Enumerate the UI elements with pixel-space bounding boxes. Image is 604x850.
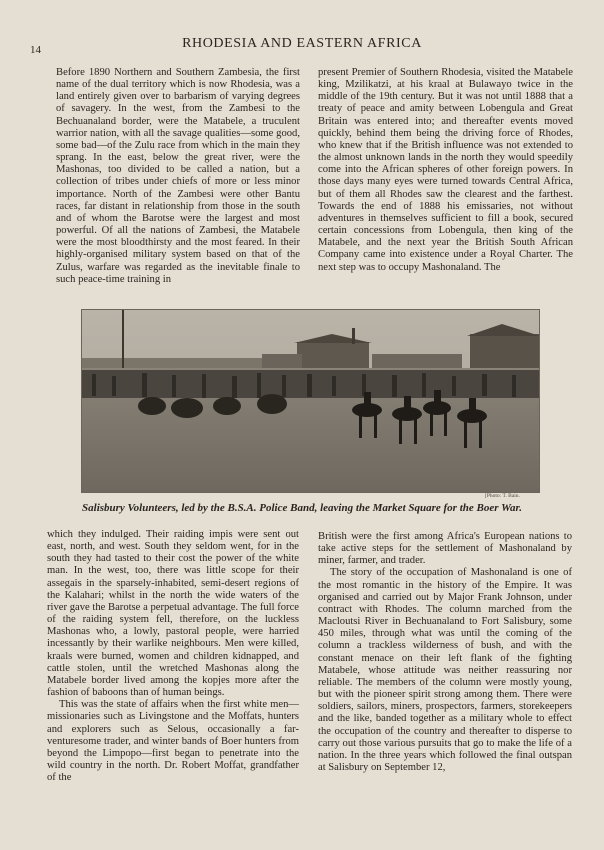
- paragraph: which they indulged. Their raiding impis were sent out east, north, and west. South they seldom went, for in the south they had tasted to their cost the power of the white man. In the west, too, there was little scope for their assegais in the sparsely-inhabited, semi-desert regions of the Kalahari; whilst in the north the wide waters of the river gave the Barotse a perpetual advantage. The full force of the raiding system fell, therefore, on the luckless Mashonas who, a lowly, pastoral people, were harried incessantly by their warlike neighbours. Men were killed, kraals were burned, women and children kidnapped, and cattle stolen, until the wretched Mashonas along the Matabele border lived among the kopjes more after the fashion of baboons than of human beings.: [47, 529, 299, 699]
- photo-credit: [Photo: T. Bain.: [485, 493, 520, 499]
- column-left-top: [56, 67, 300, 286]
- column-left-bottom: [47, 529, 299, 784]
- paragraph: present Premier of Southern Rhodesia, visited the Matabele king, Mzilikatzi, at his kraal at Bulawayo twice in the middle of the 19th century. But it was not until 1888 that a treaty of peace and amity between Lobengula and Great Britain was entered into; and thereafter events moved quickly, behind them being the driving force of Rhodes, who knew that if the British influence was not extended to the almost unknown lands in the north they would speedily come into the African spheres of other foreign powers. In those days many eyes were turned towards Central Africa, but of them all Rhodes saw the clearest and the farthest. Towards the end of 1888 his emissaries, not without adventures in themselves sufficient to fill a book, secured certain concessions from Lobengula, then king of the Matabele, and the next year the British South African Company came into existence under a Royal Charter. The next step was to occupy Mashonaland. The: [318, 67, 573, 273]
- paragraph: This was the state of affairs when the first white men—missionaries such as Livingstone and the Moffats, hunters and explorers such as Selous, occasionally a far-venturesome trader, and winter bands of Boer hunters from beyond the Limpopo—first began to penetrate into the wild country in the north. Dr. Robert Moffat, grandfather of the: [47, 699, 299, 784]
- page-number: 14: [30, 44, 41, 56]
- column-right-bottom: [318, 531, 572, 774]
- column-right-top: [318, 67, 573, 274]
- running-title: RHODESIA AND EASTERN AFRICA: [182, 36, 422, 51]
- photograph: [81, 309, 540, 493]
- paragraph: Before 1890 Northern and Southern Zambesia, the first name of the dual territory which is now Rhodesia, was a land entirely given over to barbarism of varying degrees of savagery. In the west, from the Zambesi to the Bechuanaland border, were the Matabele, a truculent warrior nation, with all the savage qualities—some good, some bad—of the Zulu race from which in the main they sprang. In the east, below the great river, were the Mashonas, too divided to be called a nation, but a collection of tribes under chiefs of more or less minor importance. North of the Zambesi were other Bantu races, far distant in relationship from those in the south and of whom the Barotse were the largest and most powerful. Of all the nations of Zambesi, the Matabele were the most bloodthirsty and the most feared. In their highly-organised military system based on that of the Zulus, warfare was regarded as the inevitable finale to such peace-time training in: [56, 67, 300, 285]
- paragraph: The story of the occupation of Mashonaland is one of the most romantic in the history of the Empire. It was organised and carried out by Major Frank Johnson, under contract with Rhodes. The column marched from the Macloutsi River in Bechuanaland to Fort Salisbury, some 450 miles, through what was until the coming of the column a trackless wilderness of bush, and with the constant menace on their left flank of the fighting Matabele, whose attitude was neither reassuring nor reliable. The members of the column were mostly young, but with the pioneer spirit strong among them. There were soldiers, sailors, miners, prospectors, farmers, storekeepers and the like, banded together as a military whole to effect the occupation of the country and thereafter to disperse to carry out those various pursuits that go to make the life of a nation. In the three years which followed the final outspan at Salisbury on September 12,: [318, 567, 572, 773]
- figure-caption: Salisbury Volunteers, led by the B.S.A. Police Band, leaving the Market Square for the Boer War.: [82, 502, 522, 514]
- paragraph: British were the first among Africa's European nations to take active steps for the settlement of Mashonaland by miner, farmer, and trader.: [318, 531, 572, 567]
